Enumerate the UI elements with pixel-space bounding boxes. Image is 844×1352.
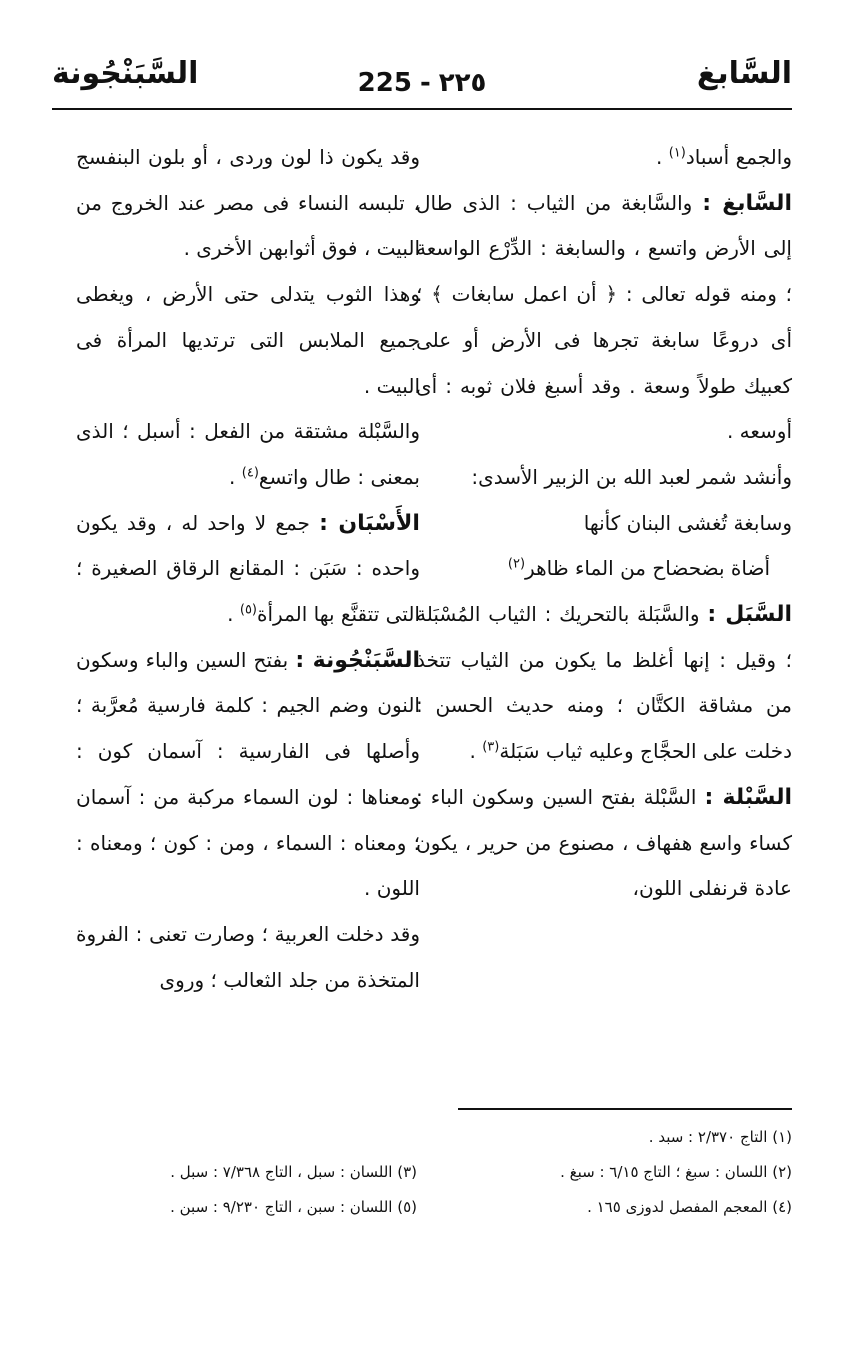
footnote-ref: (٥) [239, 602, 257, 618]
entry-term: الأَسْبَان : [319, 510, 420, 536]
entry-text: والسَّبَلة بالتحريك : الثياب المُسْبَلة ؛ وقيل : إنها أغلظ ما يكون من الثياب تتخذ من مشاقة الكتَّان ؛ ومنه حديث الحسن : دخلت على الحجَّاج وعليه ثياب سَبَلة [416, 602, 792, 764]
entry-shamir: وأنشد شمر لعبد الله بن الزبير الأسدى: [471, 464, 792, 489]
footnote-ref: (٣) [482, 739, 500, 755]
footnote-row [52, 1155, 792, 1190]
entry-sabal [416, 592, 792, 775]
entry-term: السَّبَل : [707, 602, 792, 628]
entry-term: السَّبْلة : [704, 784, 792, 810]
entry-text: السَّبْلة بفتح السين وسكون الباء : كساء واسع هفهاف ، مصنوع من حرير ، يكون عادة قرنفلى اللون، [416, 784, 792, 901]
entry-sabanjuna [76, 638, 420, 912]
page-header [52, 50, 792, 102]
entry-garment-desc: وهذا الثوب يتدلى حتى الأرض ، ويغطى جميع الملابس التى ترتديها المرأة فى البيت . [76, 282, 420, 398]
left-column [76, 135, 420, 1003]
page-number-dash: - [419, 68, 431, 98]
footnotes [52, 1120, 792, 1225]
footnote-row [52, 1120, 792, 1155]
entry-end: . [229, 464, 242, 489]
entry-text: والسَّبْلة مشتقة من الفعل : أسبل ؛ الذى بمعنى : طال واتسع [76, 419, 420, 489]
entry-text: والسَّابغة من الثياب : الذى طال إلى الأرض واتسع ، والسابغة : الدِّرْع الواسعة ؛ ومنه قوله تعالى : ﴿ أن اعمل سابغات ﴾ ؛ أى دروعًا سابغة تجرها فى الأرض أو على كعبيك طولاً وسعة . وقد أسبغ فلان ثوبه : أى أوسعه . [416, 190, 792, 444]
entry-asban [76, 501, 420, 638]
entry-term: السَّابغ : [702, 190, 792, 216]
entry-end: . [656, 145, 669, 169]
footnote-3: (٣) اللسان : سبل ، التاج ٧/٣٦٨ : سبل . [170, 1163, 417, 1181]
footnote-ref: (٢) [507, 556, 526, 572]
entry-asbad [416, 135, 792, 181]
entry-text: جمع لا واحد له ، وقد يكون واحده : سَبَن : المقانع الرقاق الصغيرة ؛ التى تتقنَّع بها المرأة [76, 510, 420, 627]
entry-text: والجمع أسباد [685, 145, 792, 169]
entry-end: . [469, 739, 483, 764]
header-left-title: السَّبَنْجُونة [52, 56, 199, 91]
entry-arabic-usage: وقد دخلت العربية ؛ وصارت تعنى : الفروة المتخذة من جلد الثعالب ؛ وروى [76, 921, 420, 992]
verse-line-2 [416, 546, 792, 592]
footnote-row [52, 1190, 792, 1225]
header-right-title: السَّابغ [696, 56, 792, 91]
verse-line-1: وسابغة تُغشى البنان كأنها [583, 510, 792, 535]
footnote-rule [458, 1108, 792, 1110]
verse-text: أضاة بضحضاح من الماء ظاهر [525, 556, 770, 581]
footnote-ref: (١) [668, 145, 686, 161]
entry-text: بفتح السين والباء وسكون النون وضم الجيم : كلمة فارسية مُعرَّبة ؛ وأصلها فى الفارسية : آسمان كون : ومعناها : لون السماء مركبة من : آسمان ؛ ومعناه : السماء ، ومن : كون ؛ ومعناه : اللون . [76, 647, 420, 901]
header-rule [52, 108, 792, 110]
page-number-arabic: ٢٢٥ [438, 68, 487, 98]
footnote-4: (٤) المعجم المفصل لدوزى ١٦٥ . [587, 1198, 792, 1216]
right-column [416, 135, 792, 912]
footnote-5: (٥) اللسان : سبن ، التاج ٩/٢٣٠ : سبن . [170, 1198, 417, 1216]
entry-term: السَّبَنْجُونة : [295, 647, 421, 673]
footnote-2: (٢) اللسان : سبغ ؛ التاج ٦/١٥ : سبغ . [560, 1163, 792, 1181]
entry-sabla [416, 775, 792, 912]
entry-sabigh [416, 181, 792, 455]
page-number-latin: 225 [357, 68, 412, 98]
entry-sabla-derivation [76, 409, 420, 500]
entry-end: . [227, 602, 240, 627]
footnote-ref: (٤) [241, 465, 259, 481]
footnote-1: (١) التاج ٢/٣٧٠ : سبد . [648, 1128, 792, 1146]
entry-continuation: وقد يكون ذا لون وردى ، أو بلون البنفسج ، تلبسه النساء فى مصر عند الخروج من البيت ، فوق أثوابهن الأخرى . [76, 145, 420, 261]
